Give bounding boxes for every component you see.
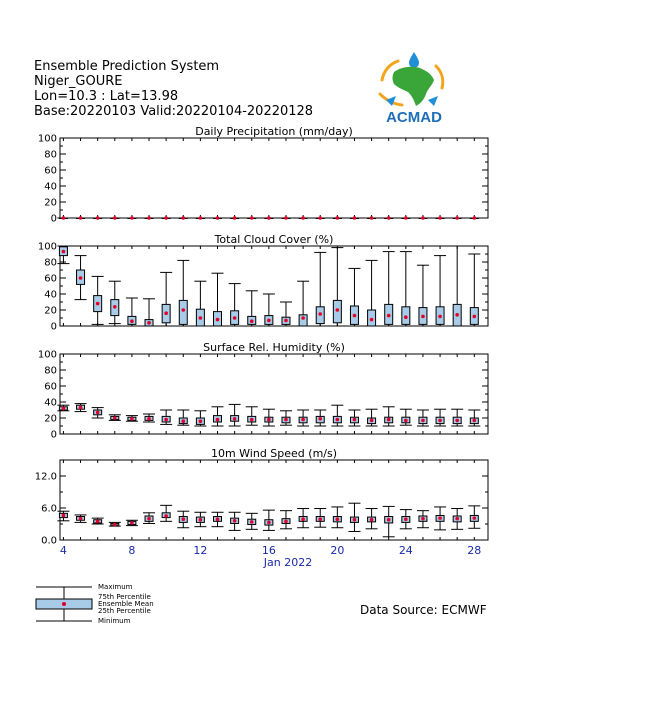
panel-title: Total Cloud Cover (%) — [214, 233, 334, 246]
mean-marker — [353, 518, 357, 522]
mean-marker — [353, 314, 357, 318]
mean-marker — [79, 517, 83, 521]
mean-marker — [233, 216, 237, 220]
y-tick-label: 0 — [50, 429, 57, 441]
mean-marker — [250, 319, 254, 323]
mean-marker — [267, 521, 271, 525]
mean-marker — [404, 315, 408, 319]
legend-25th-percentile: 25th Percentile — [98, 607, 151, 615]
mean-marker — [113, 216, 117, 220]
mean-marker — [336, 517, 340, 521]
mean-marker — [370, 216, 374, 220]
mean-marker — [79, 406, 83, 410]
mean-marker — [336, 308, 340, 312]
mean-marker — [438, 419, 442, 423]
panel-title: Surface Rel. Humidity (%) — [203, 341, 345, 354]
chart-legend — [34, 584, 174, 626]
mean-marker — [130, 319, 134, 323]
panel-title: Daily Precipitation (mm/day) — [195, 125, 353, 138]
mean-marker — [284, 319, 288, 323]
y-tick-label: 12.0 — [34, 471, 57, 483]
mean-marker — [113, 523, 117, 527]
mean-marker — [284, 216, 288, 220]
legend-minimum: Minimum — [98, 617, 131, 625]
mean-marker — [473, 419, 477, 423]
mean-marker — [455, 216, 459, 220]
mean-marker — [147, 216, 151, 220]
mean-marker — [164, 311, 168, 315]
y-tick-label: 20 — [44, 197, 57, 209]
mean-marker — [318, 517, 322, 521]
mean-marker — [301, 316, 305, 320]
mean-marker — [387, 314, 391, 318]
mean-marker — [199, 419, 203, 423]
y-tick-label: 80 — [44, 365, 57, 377]
mean-marker — [404, 216, 408, 220]
mean-marker — [62, 250, 66, 254]
mean-marker — [79, 276, 83, 280]
mean-marker — [181, 517, 185, 521]
x-tick-label: 8 — [128, 544, 136, 557]
mean-marker — [421, 419, 425, 423]
mean-marker — [181, 419, 185, 423]
mean-marker — [96, 411, 100, 415]
mean-marker — [181, 308, 185, 312]
y-tick-label: 20 — [44, 305, 57, 317]
mean-marker — [113, 305, 117, 309]
mean-marker — [199, 216, 203, 220]
legend-ensemble-mean: Ensemble Mean — [98, 600, 154, 608]
mean-marker — [370, 518, 374, 522]
legend-maximum: Maximum — [98, 584, 133, 591]
mean-marker — [421, 517, 425, 521]
mean-marker — [79, 216, 83, 220]
mean-marker — [164, 418, 168, 422]
x-tick-label: 20 — [330, 544, 345, 557]
mean-marker — [62, 216, 66, 220]
mean-marker — [473, 315, 477, 319]
mean-marker — [164, 216, 168, 220]
mean-marker — [216, 216, 220, 220]
mean-marker — [130, 521, 134, 525]
mean-marker — [353, 216, 357, 220]
mean-marker — [216, 418, 220, 422]
y-tick-label: 80 — [44, 149, 57, 161]
y-tick-label: 60 — [44, 273, 57, 285]
data-source: Data Source: ECMWF — [360, 603, 487, 617]
y-tick-label: 80 — [44, 257, 57, 269]
x-tick-label: 4 — [59, 544, 67, 557]
y-tick-label: 60 — [44, 381, 57, 393]
mean-marker — [438, 315, 442, 319]
mean-marker — [147, 321, 151, 325]
mean-marker — [421, 216, 425, 220]
mean-marker — [370, 419, 374, 423]
mean-marker — [336, 216, 340, 220]
mean-marker — [301, 418, 305, 422]
y-tick-label: 0 — [50, 321, 57, 333]
mean-marker — [233, 316, 237, 320]
logo-text: ACMAD — [386, 109, 442, 126]
mean-marker — [318, 216, 322, 220]
station-coordinates: Lon=10.3 : Lat=13.98 — [34, 89, 179, 104]
mean-marker — [62, 407, 66, 411]
mean-marker — [233, 417, 237, 421]
mean-marker — [336, 418, 340, 422]
mean-marker — [438, 516, 442, 520]
mean-marker — [318, 417, 322, 421]
y-tick-label: 100 — [37, 349, 57, 361]
mean-marker — [130, 216, 134, 220]
mean-marker — [353, 418, 357, 422]
mean-marker — [455, 517, 459, 521]
mean-marker — [267, 319, 271, 323]
x-tick-label: 24 — [398, 544, 413, 557]
mean-marker — [199, 518, 203, 522]
x-tick-label: 16 — [261, 544, 276, 557]
mean-marker — [421, 315, 425, 319]
mean-marker — [250, 216, 254, 220]
y-tick-label: 20 — [44, 413, 57, 425]
x-tick-label: 12 — [193, 544, 208, 557]
panel-title: 10m Wind Speed (m/s) — [210, 447, 338, 460]
mean-marker — [164, 514, 168, 518]
y-tick-label: 0.0 — [41, 535, 57, 547]
legend-75th-percentile: 75th Percentile — [98, 593, 151, 601]
y-tick-label: 100 — [37, 133, 57, 145]
station-name: Niger_GOURE — [34, 74, 123, 89]
y-tick-label: 40 — [44, 397, 57, 409]
mean-marker — [404, 517, 408, 521]
y-tick-label: 6.0 — [41, 503, 57, 515]
mean-marker — [404, 419, 408, 423]
mean-marker — [250, 418, 254, 422]
y-tick-label: 100 — [37, 241, 57, 253]
mean-marker — [96, 216, 100, 220]
mean-marker — [387, 418, 391, 422]
x-tick-label: 28 — [467, 544, 482, 557]
y-tick-label: 60 — [44, 165, 57, 177]
panel-frame — [60, 138, 488, 218]
mean-marker — [147, 517, 151, 521]
mean-marker — [387, 518, 391, 522]
mean-marker — [96, 302, 100, 306]
mean-marker — [455, 419, 459, 423]
mean-marker — [113, 416, 117, 420]
mean-marker — [473, 216, 477, 220]
mean-marker — [438, 216, 442, 220]
x-axis-month-label: Jan 2022 — [263, 556, 313, 569]
mean-marker — [147, 417, 151, 421]
mean-marker — [250, 520, 254, 524]
mean-marker — [62, 514, 66, 518]
forecast-dates: Base:20220103 Valid:20220104-20220128 — [34, 104, 314, 119]
mean-marker — [301, 216, 305, 220]
mean-marker — [301, 517, 305, 521]
y-tick-label: 40 — [44, 289, 57, 301]
mean-marker — [473, 516, 477, 520]
mean-marker — [199, 316, 203, 320]
mean-marker — [216, 517, 220, 521]
mean-marker — [96, 520, 100, 524]
mean-marker — [318, 312, 322, 316]
mean-marker — [267, 216, 271, 220]
mean-marker — [455, 313, 459, 317]
box-iqr — [179, 300, 187, 324]
mean-marker — [233, 519, 237, 523]
mean-marker — [284, 520, 288, 524]
y-tick-label: 40 — [44, 181, 57, 193]
mean-marker — [130, 417, 134, 421]
mean-marker — [370, 318, 374, 322]
mean-marker — [216, 318, 220, 322]
mean-marker — [284, 418, 288, 422]
mean-marker — [387, 216, 391, 220]
system-title: Ensemble Prediction System — [34, 59, 220, 74]
mean-marker — [181, 216, 185, 220]
y-tick-label: 0 — [50, 213, 57, 225]
mean-marker — [267, 418, 271, 422]
